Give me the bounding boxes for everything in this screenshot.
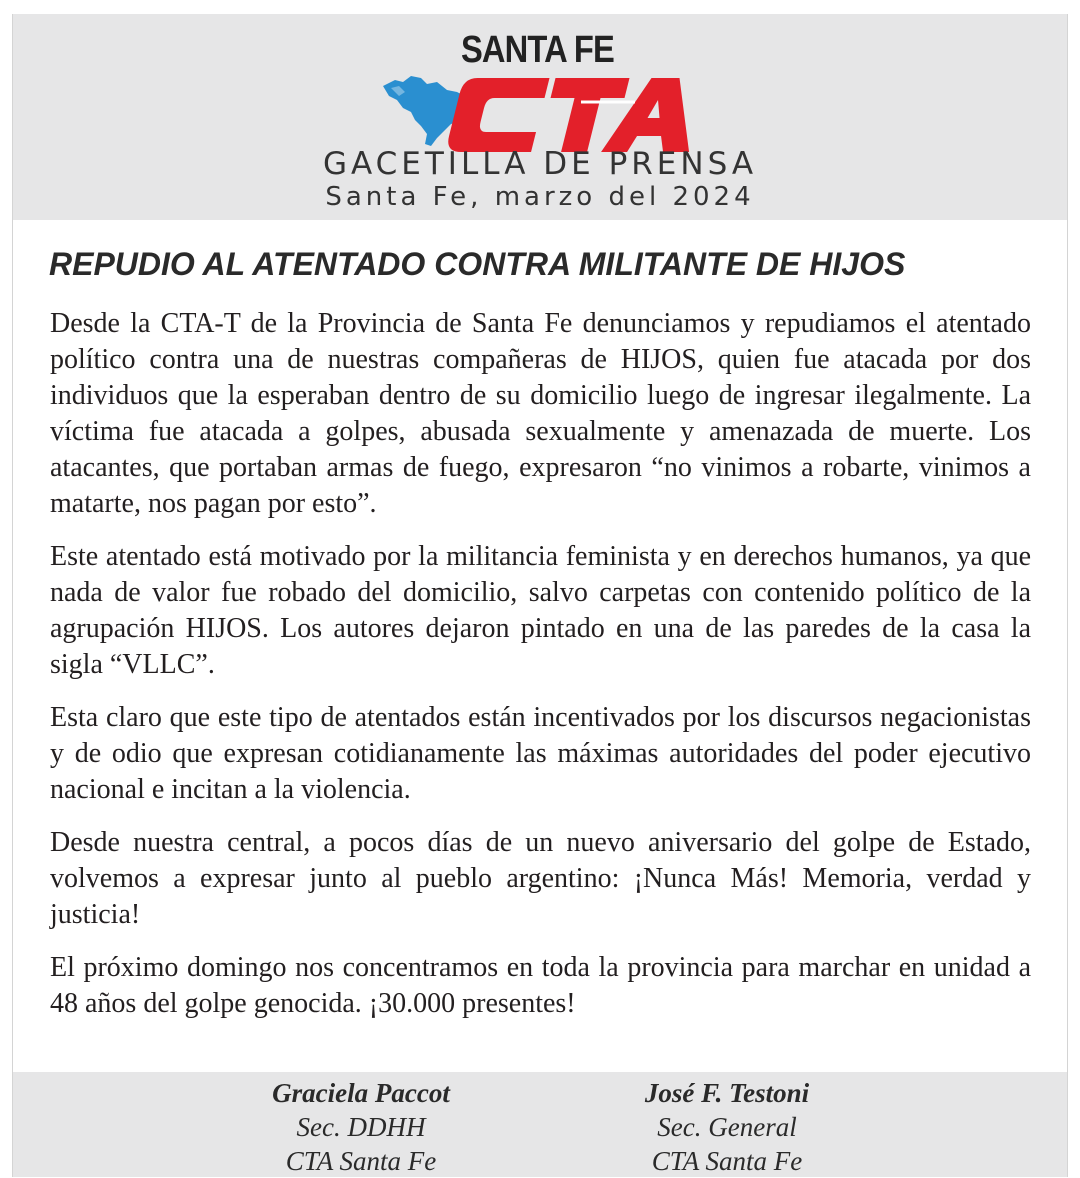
doc-type-label: GACETILLA DE PRENSA <box>322 146 758 182</box>
paragraph: Este atentado está motivado por la militancia feminista y en derechos humanos, ya que nada de valor fue robado del domicilio, salvo carpetas con contenido político de la agrupación HIJOS. Los autores dejaron pintado en una de las paredes de la casa la sigla “VLLC”. <box>50 541 1031 680</box>
signature-band <box>13 1072 1067 1177</box>
signature-block <box>577 1076 877 1178</box>
press-release-page <box>12 14 1068 1177</box>
signer-name: José F. Testoni <box>644 1078 810 1108</box>
paragraph: El próximo domingo nos concentramos en toda la provincia para marchar en unidad a 48 años del golpe genocida. ¡30.000 presentes! <box>50 952 1031 1019</box>
signer-role: Sec. DDHH <box>296 1112 426 1142</box>
logo-region-text: SANTA FE <box>461 29 614 71</box>
header-band <box>13 14 1067 220</box>
paragraph: Desde nuestra central, a pocos días de un nuevo aniversario del golpe de Estado, volvemos a expresar junto al pueblo argentino: ¡Nunca Más! Memoria, verdad y justicia! <box>50 827 1031 930</box>
signature-block <box>211 1076 511 1178</box>
paragraph: Esta claro que este tipo de atentados están incentivados por los discursos negacionistas y de odio que expresan cotidianamente las máximas autoridades del poder ejecutivo nacional e incitan a la violencia. <box>50 702 1031 805</box>
body-text <box>50 306 1031 1039</box>
paragraph: Desde la CTA-T de la Provincia de Santa Fe denunciamos y repudiamos el atentado político contra una de nuestras compañeras de HIJOS, quien fue atacada por dos individuos que la esperaban dentro de su domicilio luego de ingresar ilegalmente. La víctima fue atacada a golpes, abusada sexualmente y amenazada de muerte. Los atacantes, que portaban armas de fuego, expresaron “no vinimos a robarte, vinimos a matarte, nos pagan por esto”. <box>50 308 1031 519</box>
signer-org: CTA Santa Fe <box>285 1146 437 1176</box>
place-date: Santa Fe, marzo del 2024 <box>325 182 755 212</box>
signer-role: Sec. General <box>657 1112 797 1142</box>
signer-name: Graciela Paccot <box>272 1078 450 1108</box>
signer-org: CTA Santa Fe <box>651 1146 803 1176</box>
headline: REPUDIO AL ATENTADO CONTRA MILITANTE DE HIJOS <box>49 246 906 282</box>
